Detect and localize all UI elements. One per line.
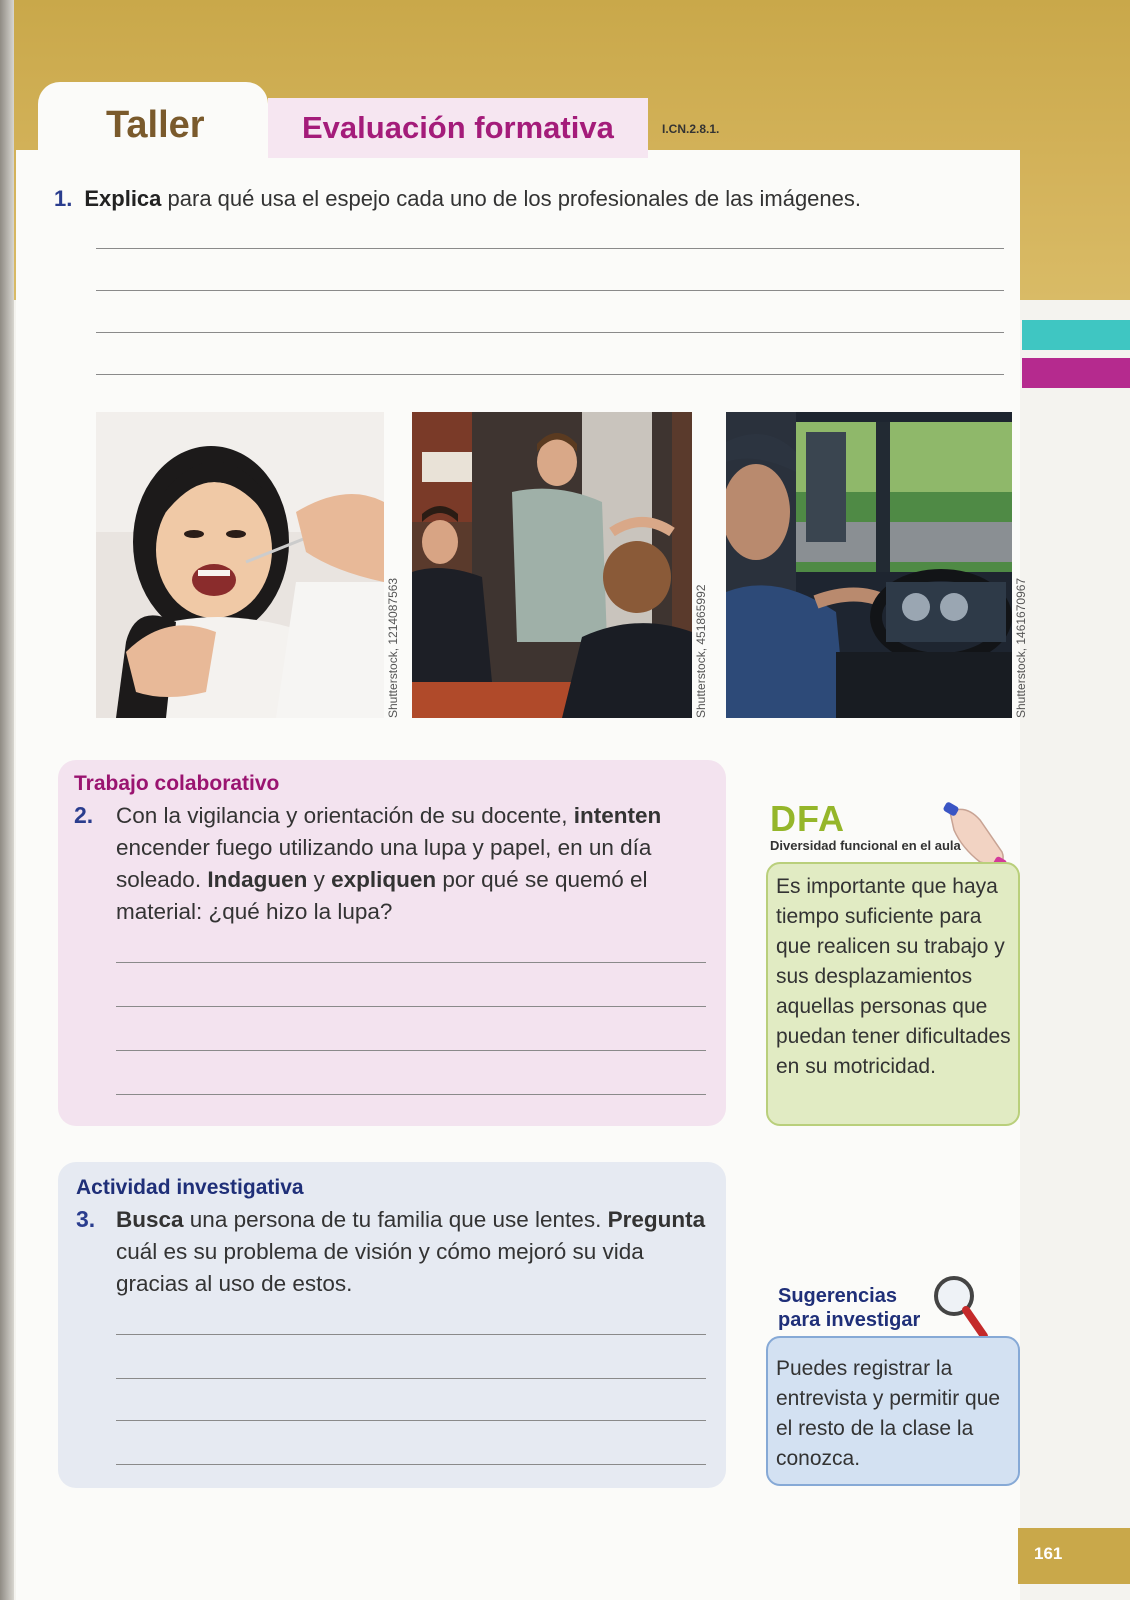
question-number: 3. <box>76 1206 96 1232</box>
dfa-subtitle: Diversidad funcional en el aula <box>770 838 961 853</box>
truck-driver-photo <box>726 412 1012 718</box>
dentist-photo <box>96 412 384 718</box>
suggestions-title: Sugerencias para investigar <box>778 1285 921 1331</box>
research-activity-title: Actividad investigativa <box>76 1176 304 1199</box>
answer-line[interactable] <box>116 1094 706 1095</box>
question-number: 1. <box>54 186 73 211</box>
question-verb: Explica <box>84 186 162 211</box>
collaborative-work-title: Trabajo colaborativo <box>74 772 280 795</box>
barber-photo <box>412 412 692 718</box>
magenta-stripe <box>1022 358 1130 388</box>
question-text: para qué usa el espejo cada uno de los profesionales de las imágenes. <box>161 186 861 211</box>
dfa-title: DFA <box>770 798 845 839</box>
answer-line[interactable] <box>96 332 1004 333</box>
answer-line[interactable] <box>96 290 1004 291</box>
answer-line[interactable] <box>116 962 706 963</box>
answer-line[interactable] <box>116 1464 706 1465</box>
question-1 <box>54 186 861 212</box>
answer-line[interactable] <box>116 1006 706 1007</box>
photo-credit: Shutterstock, 451865992 <box>694 584 708 718</box>
taller-title: Taller <box>106 104 205 146</box>
page-number: 161 <box>1034 1544 1063 1563</box>
answer-line[interactable] <box>116 1420 706 1421</box>
answer-line[interactable] <box>96 248 1004 249</box>
book-spine-shadow <box>0 0 14 1600</box>
question-number: 2. <box>74 802 94 828</box>
criterion-code: I.CN.2.8.1. <box>662 122 720 136</box>
photo-credit: Shutterstock, 1461670967 <box>1014 577 1028 718</box>
dfa-text: Es importante que haya tiempo suficiente para que realicen su trabajo y sus desplazamientos aquellas personas que puedan tener dificultades en su motricidad. <box>776 875 1011 1078</box>
question-3-text: Busca una persona de tu familia que use lentes. Pregunta cuál es su problema de visión y cómo mejoró su vida gracias al uso de estos. <box>116 1207 706 1296</box>
answer-line[interactable] <box>116 1050 706 1051</box>
evaluation-title: Evaluación formativa <box>302 110 614 145</box>
suggestions-text: Puedes registrar la entrevista y permitir que el resto de la clase la conozca. <box>776 1357 1001 1470</box>
answer-line[interactable] <box>116 1334 706 1335</box>
photo-credit: Shutterstock, 1214087563 <box>386 577 400 718</box>
question-2-text: Con la vigilancia y orientación de su docente, intenten encender fuego utilizando una lupa y papel, en un día soleado. Indaguen y expliquen por qué se quemó el material: ¿qué hizo la lupa? <box>116 803 662 924</box>
answer-line[interactable] <box>116 1378 706 1379</box>
answer-line[interactable] <box>96 374 1004 375</box>
teal-stripe <box>1022 320 1130 350</box>
